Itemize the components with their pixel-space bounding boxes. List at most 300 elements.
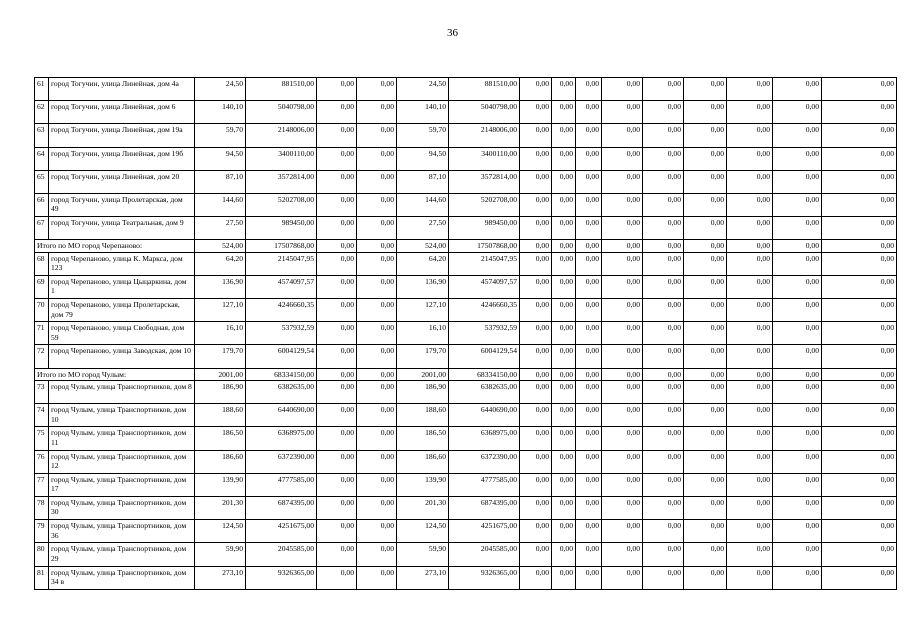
address-cell: город Черепаново, улица Цыцаркина, дом 1 [49,275,195,298]
value-cell: 0,00 [520,543,552,566]
value-cell: 24,50 [397,78,449,101]
value-cell: 94,50 [397,147,449,170]
value-cell: 0,00 [602,147,643,170]
value-cell: 186,90 [397,381,449,404]
table-row [35,381,897,404]
value-cell: 0,00 [822,217,897,240]
row-number: 64 [35,147,49,170]
value-cell: 273,10 [397,566,449,589]
value-cell: 0,00 [727,404,773,427]
value-cell: 0,00 [552,322,576,345]
value-cell: 0,00 [602,322,643,345]
value-cell: 0,00 [317,473,357,496]
value-cell: 0,00 [602,252,643,275]
value-cell: 127,10 [397,299,449,322]
row-number: 73 [35,381,49,404]
value-cell: 0,00 [684,404,727,427]
value-cell: 0,00 [773,217,822,240]
value-cell: 6368975,00 [449,427,520,450]
row-number: 61 [35,78,49,101]
value-cell: 0,00 [317,124,357,147]
value-cell: 0,00 [317,520,357,543]
value-cell: 0,00 [684,147,727,170]
table-row [35,124,897,147]
value-cell: 0,00 [317,322,357,345]
value-cell: 0,00 [727,124,773,147]
value-cell: 0,00 [576,404,602,427]
table-row [35,322,897,345]
value-cell: 0,00 [643,78,684,101]
value-cell: 0,00 [602,381,643,404]
value-cell: 0,00 [520,299,552,322]
subtotal-row [35,240,897,252]
value-cell: 0,00 [643,381,684,404]
table-row [35,170,897,193]
value-cell: 0,00 [552,101,576,124]
value-cell: 0,00 [602,404,643,427]
value-cell: 0,00 [822,299,897,322]
value-cell: 0,00 [684,124,727,147]
value-cell: 6004129,54 [246,345,317,368]
value-cell: 0,00 [684,368,727,380]
value-cell: 0,00 [552,147,576,170]
value-cell: 144,60 [195,193,246,216]
value-cell: 6382635,00 [246,381,317,404]
value-cell: 0,00 [552,240,576,252]
address-cell: город Чулым, улица Транспортников, дом 11 [49,427,195,450]
value-cell: 0,00 [602,368,643,380]
address-cell: город Тогучин, улица Пролетарская, дом 49 [49,193,195,216]
value-cell: 0,00 [520,240,552,252]
value-cell: 59,90 [397,543,449,566]
value-cell: 0,00 [602,473,643,496]
value-cell: 0,00 [773,78,822,101]
value-cell: 188,60 [397,404,449,427]
value-cell: 0,00 [822,101,897,124]
value-cell: 0,00 [822,147,897,170]
table-row [35,101,897,124]
address-cell: город Чулым, улица Транспортников, дом 8 [49,381,195,404]
row-number: 67 [35,217,49,240]
value-cell: 3400110,00 [449,147,520,170]
value-cell: 0,00 [357,473,397,496]
value-cell: 0,00 [552,473,576,496]
value-cell: 0,00 [317,368,357,380]
value-cell: 4251675,00 [449,520,520,543]
value-cell: 0,00 [317,147,357,170]
value-cell: 6382635,00 [449,381,520,404]
value-cell: 524,00 [195,240,246,252]
value-cell: 0,00 [552,566,576,589]
value-cell: 0,00 [602,427,643,450]
value-cell: 186,60 [195,450,246,473]
table-row [35,543,897,566]
value-cell: 0,00 [643,427,684,450]
value-cell: 3572814,00 [449,170,520,193]
value-cell: 0,00 [727,147,773,170]
value-cell: 0,00 [684,381,727,404]
value-cell: 5040798,00 [449,101,520,124]
value-cell: 0,00 [684,170,727,193]
value-cell: 0,00 [602,240,643,252]
value-cell: 0,00 [684,345,727,368]
value-cell: 0,00 [643,566,684,589]
value-cell: 0,00 [317,193,357,216]
value-cell: 0,00 [602,497,643,520]
value-cell: 0,00 [773,124,822,147]
value-cell: 0,00 [773,193,822,216]
value-cell: 0,00 [520,252,552,275]
housing-program-table [34,77,897,590]
value-cell: 17507868,00 [449,240,520,252]
value-cell: 27,50 [397,217,449,240]
value-cell: 524,00 [397,240,449,252]
value-cell: 124,50 [397,520,449,543]
value-cell: 2145047,95 [246,252,317,275]
value-cell: 0,00 [643,520,684,543]
table-row [35,450,897,473]
table-row [35,497,897,520]
value-cell: 0,00 [727,252,773,275]
address-cell: город Чулым, улица Транспортников, дом 17 [49,473,195,496]
value-cell: 0,00 [576,520,602,543]
value-cell: 186,60 [397,450,449,473]
value-cell: 273,10 [195,566,246,589]
value-cell: 0,00 [822,427,897,450]
value-cell: 0,00 [552,497,576,520]
value-cell: 0,00 [773,427,822,450]
address-cell: город Черепаново, улица Свободная, дом 59 [49,322,195,345]
address-cell: город Чулым, улица Транспортников, дом 10 [49,404,195,427]
value-cell: 0,00 [357,252,397,275]
value-cell: 0,00 [552,275,576,298]
value-cell: 6874395,00 [246,497,317,520]
value-cell: 59,70 [397,124,449,147]
value-cell: 0,00 [727,381,773,404]
value-cell: 0,00 [520,78,552,101]
value-cell: 537932,59 [449,322,520,345]
value-cell: 0,00 [520,381,552,404]
value-cell: 0,00 [684,299,727,322]
value-cell: 124,50 [195,520,246,543]
value-cell: 186,50 [397,427,449,450]
value-cell: 0,00 [602,217,643,240]
value-cell: 0,00 [643,147,684,170]
value-cell: 0,00 [317,101,357,124]
value-cell: 0,00 [520,101,552,124]
value-cell: 0,00 [520,124,552,147]
value-cell: 0,00 [602,450,643,473]
value-cell: 0,00 [357,427,397,450]
value-cell: 0,00 [822,566,897,589]
value-cell: 4251675,00 [246,520,317,543]
value-cell: 0,00 [684,193,727,216]
value-cell: 0,00 [684,473,727,496]
value-cell: 0,00 [576,427,602,450]
value-cell: 0,00 [357,217,397,240]
address-cell: город Чулым, улица Транспортников, дом 34 в [49,566,195,589]
value-cell: 0,00 [822,381,897,404]
value-cell: 0,00 [684,543,727,566]
value-cell: 6440690,00 [449,404,520,427]
value-cell: 0,00 [773,147,822,170]
value-cell: 139,90 [195,473,246,496]
value-cell: 0,00 [773,404,822,427]
row-number: 72 [35,345,49,368]
table-row [35,275,897,298]
value-cell: 0,00 [643,404,684,427]
value-cell: 6874395,00 [449,497,520,520]
value-cell: 0,00 [643,368,684,380]
value-cell: 0,00 [643,124,684,147]
value-cell: 0,00 [727,427,773,450]
value-cell: 0,00 [773,450,822,473]
value-cell: 6004129,54 [449,345,520,368]
value-cell: 0,00 [727,520,773,543]
value-cell: 9326365,00 [449,566,520,589]
value-cell: 0,00 [822,345,897,368]
value-cell: 0,00 [643,299,684,322]
subtotal-label: Итого по МО город Чулым: [35,368,195,380]
value-cell: 0,00 [602,345,643,368]
value-cell: 0,00 [727,368,773,380]
address-cell: город Тогучин, улица Линейная, дом 19б [49,147,195,170]
value-cell: 0,00 [727,217,773,240]
value-cell: 68334150,00 [449,368,520,380]
value-cell: 0,00 [822,543,897,566]
value-cell: 0,00 [727,275,773,298]
value-cell: 4574097,57 [246,275,317,298]
table-row [35,299,897,322]
value-cell: 0,00 [727,101,773,124]
value-cell: 0,00 [576,217,602,240]
address-cell: город Чулым, улица Транспортников, дом 29 [49,543,195,566]
row-number: 70 [35,299,49,322]
value-cell: 0,00 [773,381,822,404]
value-cell: 6372390,00 [246,450,317,473]
value-cell: 0,00 [727,322,773,345]
value-cell: 0,00 [520,497,552,520]
page-number: 36 [447,27,458,39]
value-cell: 4777585,00 [449,473,520,496]
value-cell: 136,90 [195,275,246,298]
value-cell: 186,50 [195,427,246,450]
value-cell: 0,00 [357,147,397,170]
value-cell: 0,00 [357,381,397,404]
value-cell: 6372390,00 [449,450,520,473]
value-cell: 0,00 [317,427,357,450]
value-cell: 0,00 [684,217,727,240]
value-cell: 0,00 [576,543,602,566]
value-cell: 0,00 [773,520,822,543]
value-cell: 0,00 [773,322,822,345]
value-cell: 0,00 [576,381,602,404]
value-cell: 0,00 [576,252,602,275]
value-cell: 0,00 [727,240,773,252]
value-cell: 0,00 [684,497,727,520]
value-cell: 87,10 [397,170,449,193]
value-cell: 0,00 [317,381,357,404]
value-cell: 0,00 [576,275,602,298]
value-cell: 0,00 [552,427,576,450]
table-row [35,473,897,496]
value-cell: 0,00 [520,473,552,496]
value-cell: 0,00 [727,299,773,322]
row-number: 65 [35,170,49,193]
value-cell: 0,00 [602,124,643,147]
value-cell: 0,00 [576,170,602,193]
value-cell: 5202708,00 [449,193,520,216]
value-cell: 0,00 [684,450,727,473]
value-cell: 0,00 [552,299,576,322]
table-row [35,520,897,543]
table-row [35,427,897,450]
value-cell: 0,00 [576,473,602,496]
table-row [35,217,897,240]
value-cell: 27,50 [195,217,246,240]
table-row [35,193,897,216]
value-cell: 0,00 [773,101,822,124]
value-cell: 59,90 [195,543,246,566]
value-cell: 0,00 [317,240,357,252]
value-cell: 0,00 [727,170,773,193]
row-number: 78 [35,497,49,520]
address-cell: город Тогучин, улица Линейная, дом 6 [49,101,195,124]
value-cell: 0,00 [822,497,897,520]
value-cell: 6440690,00 [246,404,317,427]
value-cell: 0,00 [357,543,397,566]
value-cell: 881510,00 [449,78,520,101]
row-number: 77 [35,473,49,496]
value-cell: 0,00 [520,566,552,589]
value-cell: 64,20 [397,252,449,275]
value-cell: 0,00 [552,252,576,275]
value-cell: 0,00 [602,520,643,543]
value-cell: 4246660,35 [246,299,317,322]
value-cell: 0,00 [643,497,684,520]
value-cell: 0,00 [822,240,897,252]
value-cell: 0,00 [357,240,397,252]
address-cell: город Тогучин, улица Театральная, дом 9 [49,217,195,240]
value-cell: 989450,00 [449,217,520,240]
value-cell: 0,00 [357,368,397,380]
value-cell: 16,10 [397,322,449,345]
value-cell: 0,00 [576,240,602,252]
value-cell: 2145047,95 [449,252,520,275]
value-cell: 0,00 [643,322,684,345]
value-cell: 2045585,00 [246,543,317,566]
value-cell: 127,10 [195,299,246,322]
value-cell: 6368975,00 [246,427,317,450]
subtotal-row [35,368,897,380]
table-row [35,147,897,170]
value-cell: 0,00 [602,170,643,193]
value-cell: 0,00 [317,275,357,298]
value-cell: 0,00 [576,368,602,380]
value-cell: 0,00 [773,345,822,368]
value-cell: 0,00 [576,497,602,520]
value-cell: 0,00 [643,217,684,240]
value-cell: 0,00 [520,427,552,450]
value-cell: 0,00 [357,345,397,368]
value-cell: 0,00 [576,345,602,368]
value-cell: 0,00 [684,322,727,345]
value-cell: 0,00 [602,299,643,322]
address-cell: город Чулым, улица Транспортников, дом 30 [49,497,195,520]
value-cell: 0,00 [520,170,552,193]
value-cell: 0,00 [727,566,773,589]
value-cell: 68334150,00 [246,368,317,380]
value-cell: 0,00 [822,124,897,147]
value-cell: 0,00 [727,473,773,496]
value-cell: 0,00 [773,566,822,589]
value-cell: 0,00 [576,124,602,147]
value-cell: 0,00 [727,497,773,520]
row-number: 69 [35,275,49,298]
value-cell: 0,00 [576,322,602,345]
value-cell: 0,00 [357,78,397,101]
value-cell: 179,70 [195,345,246,368]
address-cell: город Тогучин, улица Линейная, дом 20 [49,170,195,193]
row-number: 71 [35,322,49,345]
row-number: 63 [35,124,49,147]
value-cell: 0,00 [773,275,822,298]
value-cell: 0,00 [357,497,397,520]
value-cell: 0,00 [576,147,602,170]
value-cell: 179,70 [397,345,449,368]
value-cell: 0,00 [684,566,727,589]
value-cell: 537932,59 [246,322,317,345]
address-cell: город Черепаново, улица Заводская, дом 10 [49,345,195,368]
value-cell: 5202708,00 [246,193,317,216]
value-cell: 0,00 [520,275,552,298]
table-row [35,345,897,368]
value-cell: 59,70 [195,124,246,147]
value-cell: 0,00 [317,566,357,589]
value-cell: 0,00 [727,78,773,101]
value-cell: 2001,00 [397,368,449,380]
row-number: 75 [35,427,49,450]
value-cell: 0,00 [317,404,357,427]
row-number: 74 [35,404,49,427]
row-number: 68 [35,252,49,275]
value-cell: 0,00 [643,252,684,275]
value-cell: 0,00 [684,101,727,124]
value-cell: 0,00 [317,299,357,322]
value-cell: 0,00 [643,101,684,124]
value-cell: 201,30 [397,497,449,520]
value-cell: 0,00 [773,252,822,275]
value-cell: 0,00 [357,404,397,427]
value-cell: 0,00 [520,322,552,345]
value-cell: 2148006,00 [449,124,520,147]
address-cell: город Чулым, улица Транспортников, дом 36 [49,520,195,543]
value-cell: 989450,00 [246,217,317,240]
value-cell: 0,00 [773,299,822,322]
row-number: 80 [35,543,49,566]
value-cell: 0,00 [552,404,576,427]
value-cell: 139,90 [397,473,449,496]
value-cell: 4246660,35 [449,299,520,322]
value-cell: 0,00 [552,381,576,404]
value-cell: 0,00 [602,101,643,124]
value-cell: 0,00 [822,275,897,298]
value-cell: 0,00 [773,368,822,380]
value-cell: 0,00 [357,193,397,216]
value-cell: 0,00 [520,147,552,170]
value-cell: 0,00 [552,124,576,147]
value-cell: 0,00 [822,193,897,216]
